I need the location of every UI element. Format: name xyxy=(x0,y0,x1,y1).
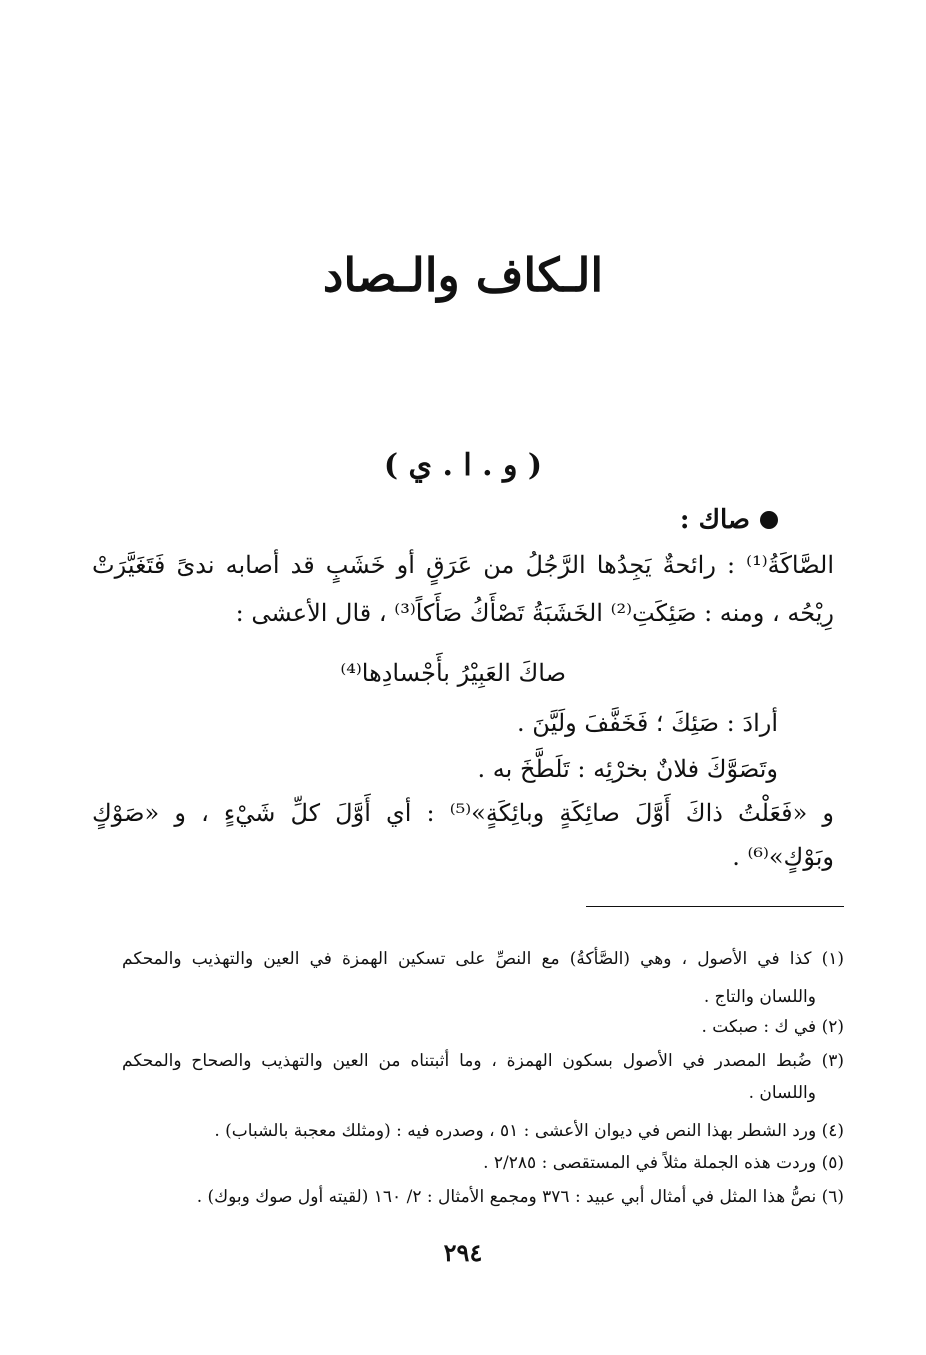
entry-line: رِيْحُه ، ومنه : صَئِكَتِ⁽²⁾ الخَشَبَةُ تَصْأَكُ صَأَكاً⁽³⁾ ، قال الأعشى : xyxy=(235,599,834,627)
footnote-line: (٤) ورد الشطر بهذا النص في ديوان الأعشى : ٥١ ، وصدره فيه : (ومثلك معجبة بالشباب) . xyxy=(214,1121,844,1141)
entry-headword: صاك : xyxy=(679,505,750,535)
chapter-title: الـكاف والـصاد xyxy=(322,248,604,302)
footnote-line: واللسان . xyxy=(748,1083,816,1103)
footnote-line: (٦) نصُّ هذا المثل في أمثال أبي عبيد : ٣٧٦ ومجمع الأمثال : ٢/ ١٦٠ (لقيته أول صوك وبوك) . xyxy=(196,1187,844,1207)
footnote-divider xyxy=(586,906,844,907)
footnote-line: (٥) وردت هذه الجملة مثلاً في المستقصى : ٢/٢٨٥ . xyxy=(483,1153,844,1173)
entry-line: و «فَعَلْتُ ذاكَ أَوَّلَ صائِكَةٍ وبائِكَةٍ»⁽⁵⁾ : أي أَوَّلَ كلِّ شَيْءٍ ، و «صَوْكٍ xyxy=(92,799,834,827)
entry-line: وبَوْكٍ»⁽⁶⁾ . xyxy=(732,843,834,871)
root-heading: ( و . ا . ي ) xyxy=(383,448,543,483)
bullet-icon xyxy=(760,511,778,529)
entry-line: وتَصَوَّكَ فلانٌ بخرْئِه : تَلَطَّخَ به . xyxy=(477,755,778,783)
verse-line: صاكَ العَبِيْرُ بأَجْسادِها⁽⁴⁾ xyxy=(340,659,566,687)
entry-headword-row xyxy=(680,505,778,535)
page-number: ٢٩٤ xyxy=(443,1238,483,1267)
entry-line: أرادَ : صَئِكَ ؛ فَخَفَّفَ ولَيَّنَ . xyxy=(517,709,778,737)
footnote-line: (١) كذا في الأصول ، وهي (الصَّأكةُ) مع النصِّ على تسكين الهمزة في العين والتهذيب والمحكم xyxy=(122,949,844,969)
footnote-line: (٣) ضُبط المصدر في الأصول بسكون الهمزة ، وما أثبتناه من العين والتهذيب والصحاح والمحكم xyxy=(122,1051,844,1071)
footnote-line: واللسان والتاج . xyxy=(703,987,816,1007)
footnote-line: (٢) في ك : صبكت . xyxy=(701,1017,844,1037)
entry-line: الصَّاكَةُ⁽¹⁾ : رائحةٌ يَجِدُها الرَّجُلُ من عَرَقٍ أو خَشَبٍ قد أصابه ندىً فَتَغَيَّرَتْ xyxy=(92,551,834,579)
